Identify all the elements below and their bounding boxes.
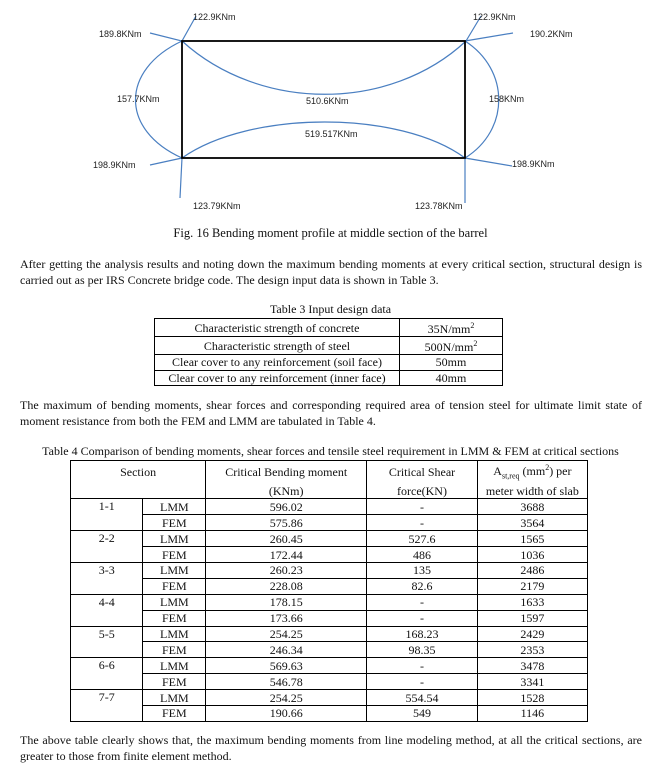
table3-label: Characteristic strength of concrete: [155, 319, 400, 337]
header-section: Section: [71, 461, 206, 484]
label-bottom-left: 123.79KNm: [193, 201, 241, 211]
moment-cell: 246.34: [206, 642, 367, 658]
moment-cell: 228.08: [206, 578, 367, 594]
ast-cell: 2486: [477, 562, 587, 578]
shear-cell: 527.6: [367, 531, 478, 547]
ast-cell: 1036: [477, 547, 587, 563]
method-cell: LMM: [143, 594, 206, 610]
moment-cell: 254.25: [206, 626, 367, 642]
table-row: [71, 658, 588, 674]
method-cell: FEM: [143, 547, 206, 563]
label-top-right: 122.9KNm: [473, 12, 516, 22]
moment-cell: 172.44: [206, 547, 367, 563]
table4-caption: Table 4 Comparison of bending moments, shear forces and tensile steel requirement in LMM & FEM at critical sections: [42, 444, 619, 458]
label-left-mid: 157.7KNm: [117, 94, 160, 104]
table4-header-row-2: [71, 483, 588, 499]
paragraph-conclusion: The above table clearly shows that, the maximum bending moments from line modeling method, at all the critical sections, are greater to those from finite element method.: [20, 733, 642, 763]
table-row: [71, 578, 588, 594]
shear-cell: -: [367, 499, 478, 515]
table-row: [71, 674, 588, 690]
ast-cell: 1565: [477, 531, 587, 547]
section-id: 4-4: [71, 594, 143, 626]
moment-cell: 260.45: [206, 531, 367, 547]
table3-row: [155, 355, 503, 371]
header-ast-line2: meter width of slab: [477, 483, 587, 499]
table3-design-input: [154, 318, 503, 386]
moment-cell: 178.15: [206, 594, 367, 610]
method-cell: FEM: [143, 515, 206, 531]
section-id: 1-1: [71, 499, 143, 531]
label-right-mid: 158KNm: [489, 94, 525, 104]
moment-cell: 546.78: [206, 674, 367, 690]
table3-label: Clear cover to any reinforcement (inner face): [155, 370, 400, 386]
ast-cell: 1146: [477, 705, 587, 721]
table-row: [71, 705, 588, 721]
method-cell: FEM: [143, 642, 206, 658]
ast-cell: 1633: [477, 594, 587, 610]
section-id: 3-3: [71, 562, 143, 594]
label-bottom-mid: 519.517KNm: [305, 129, 358, 139]
paragraph-design-intro: After getting the analysis results and noting down the maximum bending moments at every critical section, structural design is carried out as per IRS Concrete bridge code. The design input data is shown in Table 3.: [20, 257, 642, 287]
section-id: 6-6: [71, 658, 143, 690]
section-id: 7-7: [71, 690, 143, 722]
shear-cell: 554.54: [367, 690, 478, 706]
method-cell: LMM: [143, 626, 206, 642]
method-cell: FEM: [143, 578, 206, 594]
shear-cell: 486: [367, 547, 478, 563]
ast-cell: 2179: [477, 578, 587, 594]
shear-cell: -: [367, 658, 478, 674]
table3-value: 40mm: [400, 370, 503, 386]
table-row: [71, 690, 588, 706]
shear-cell: -: [367, 674, 478, 690]
table3-value: $500N/mm^2$: [400, 337, 503, 355]
paragraph-table4-intro: The maximum of bending moments, shear forces and corresponding required area of tension steel for ultimate limit state of moment resistance from both the FEM and LMM are tabulated in Table 4.: [20, 398, 642, 428]
method-cell: LMM: [143, 562, 206, 578]
header-ast-line1: $A_{st,req}$ $(mm^2)$ per: [477, 461, 587, 484]
table4-comparison: [70, 460, 588, 722]
table-row: [71, 515, 588, 531]
table3-row: [155, 337, 503, 355]
table-row: [71, 562, 588, 578]
shear-cell: 549: [367, 705, 478, 721]
shear-cell: -: [367, 515, 478, 531]
shear-cell: 98.35: [367, 642, 478, 658]
table3-value: 50mm: [400, 355, 503, 371]
header-moment-line1: Critical Bending moment: [206, 461, 367, 484]
table-row: [71, 547, 588, 563]
label-left-upper: 189.8KNm: [99, 29, 142, 39]
label-top-left: 122.9KNm: [193, 12, 236, 22]
table-row: [71, 610, 588, 626]
method-cell: FEM: [143, 610, 206, 626]
shear-cell: 135: [367, 562, 478, 578]
ast-cell: 3564: [477, 515, 587, 531]
method-cell: LMM: [143, 499, 206, 515]
table-row: [71, 626, 588, 642]
section-id: 2-2: [71, 531, 143, 563]
label-bottom-right: 123.78KNm: [415, 201, 463, 211]
moment-cell: 575.86: [206, 515, 367, 531]
header-moment-line2: (KNm): [206, 483, 367, 499]
table3-caption: Table 3 Input design data: [269, 302, 392, 316]
top-moment-curve: [182, 16, 481, 94]
header-shear-line1: Critical Shear: [367, 461, 478, 484]
bending-moment-diagram: [0, 0, 661, 225]
moment-curves: [136, 16, 514, 203]
figure-caption: Fig. 16 Bending moment profile at middle section of the barrel: [173, 226, 488, 240]
label-top-mid: 510.6KNm: [306, 96, 349, 106]
method-cell: LMM: [143, 690, 206, 706]
table3-label: Clear cover to any reinforcement (soil face): [155, 355, 400, 371]
moment-cell: 173.66: [206, 610, 367, 626]
ast-cell: 3478: [477, 658, 587, 674]
table3-label: Characteristic strength of steel: [155, 337, 400, 355]
table4-header-row-1: [71, 461, 588, 484]
method-cell: LMM: [143, 531, 206, 547]
moment-cell: 596.02: [206, 499, 367, 515]
table-row: [71, 499, 588, 515]
method-cell: LMM: [143, 658, 206, 674]
header-shear-line2: force(KN): [367, 483, 478, 499]
method-cell: FEM: [143, 674, 206, 690]
shear-cell: -: [367, 610, 478, 626]
ast-cell: 3688: [477, 499, 587, 515]
shear-cell: -: [367, 594, 478, 610]
moment-cell: 569.63: [206, 658, 367, 674]
moment-cell: 190.66: [206, 705, 367, 721]
label-left-lower: 198.9KNm: [93, 160, 136, 170]
table-row: [71, 642, 588, 658]
label-right-lower: 198.9KNm: [512, 159, 555, 169]
shear-cell: 82.6: [367, 578, 478, 594]
ast-cell: 1528: [477, 690, 587, 706]
ast-cell: 3341: [477, 674, 587, 690]
ast-cell: 1597: [477, 610, 587, 626]
method-cell: FEM: [143, 705, 206, 721]
table-row: [71, 594, 588, 610]
moment-cell: 254.25: [206, 690, 367, 706]
shear-cell: 168.23: [367, 626, 478, 642]
moment-cell: 260.23: [206, 562, 367, 578]
table3-value: $35N/mm^2$: [400, 319, 503, 337]
ast-cell: 2353: [477, 642, 587, 658]
table-row: [71, 531, 588, 547]
table3-row: [155, 370, 503, 386]
table3-row: [155, 319, 503, 337]
label-right-upper: 190.2KNm: [530, 29, 573, 39]
section-id: 5-5: [71, 626, 143, 658]
ast-cell: 2429: [477, 626, 587, 642]
